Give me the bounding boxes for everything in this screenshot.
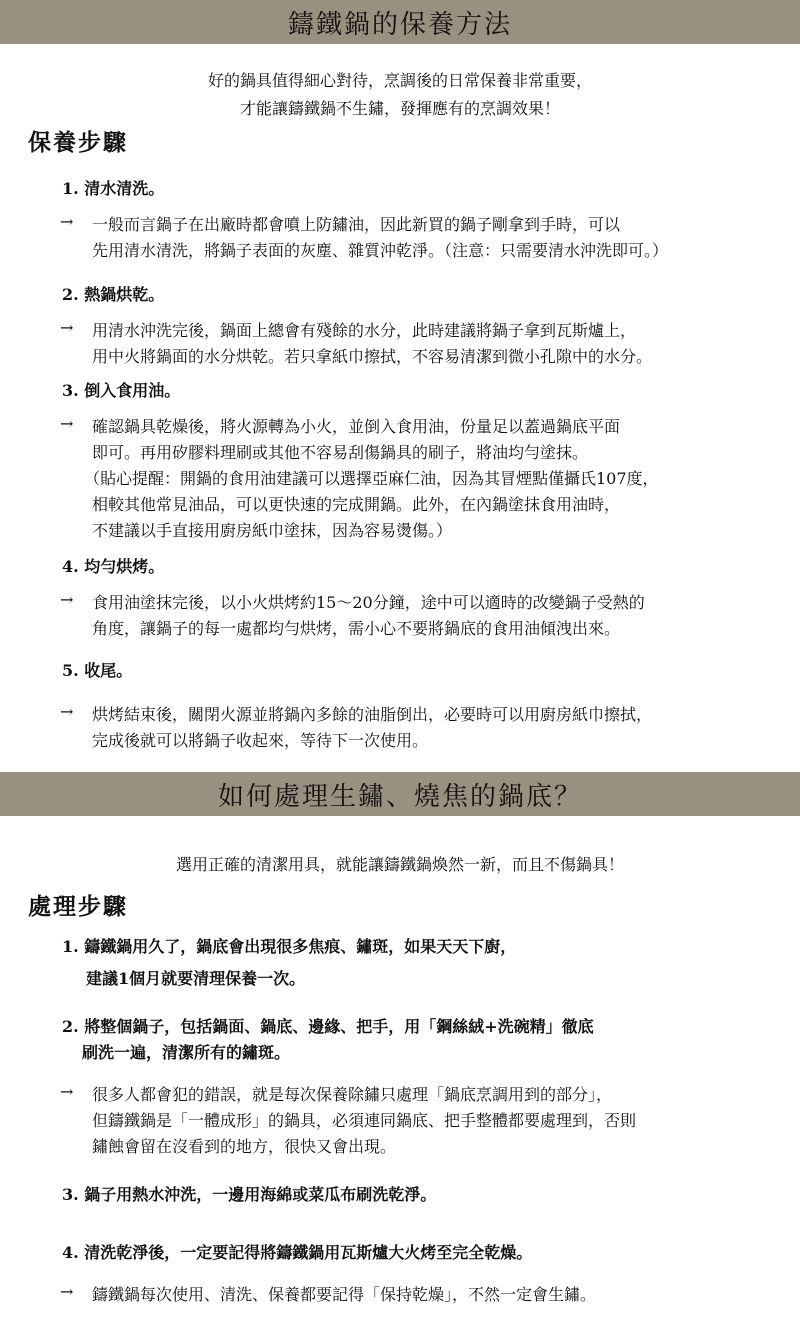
arrow-icon: → [60, 590, 74, 609]
step3-text-4: 相較其他常見油品，可以更快速的完成開鍋。此外，在內鍋塗抹食用油時， [92, 495, 621, 514]
step2-label: 2. 熱鍋烘乾。 [62, 285, 165, 304]
step5-text-2: 完成後就可以將鍋子收起來，等待下一次使用。 [92, 731, 429, 750]
section1-banner [0, 0, 800, 44]
arrow-icon: → [60, 414, 74, 433]
arrow-icon: → [60, 318, 74, 337]
section2-banner [0, 772, 800, 816]
clean-step4-note: 鑄鐵鍋每次使用、清洗、保養都要記得「保持乾燥」，不然一定會生鏽。 [92, 1285, 597, 1304]
arrow-icon: → [60, 212, 74, 231]
step3-text-3: （貼心提醒：開鍋的食用油建議可以選擇亞麻仁油，因為其冒煙點僅攝氏107度， [84, 469, 659, 488]
arrow-icon: → [60, 1282, 74, 1301]
step3-label: 3. 倒入食用油。 [62, 381, 181, 400]
clean-step2-line-2: 刷洗一遍，清潔所有的鏽斑。 [82, 1043, 291, 1062]
step5-text-1: 烘烤結束後，關閉火源並將鍋內多餘的油脂倒出，必要時可以用廚房紙巾擦拭， [92, 705, 653, 724]
step1-text-2: 先用清水清洗，將鍋子表面的灰塵、雜質沖乾淨。（注意：只需要清水沖洗即可。） [92, 241, 669, 260]
section1-intro-2: 才能讓鑄鐵鍋不生鏽，發揮應有的烹調效果！ [239, 99, 560, 118]
arrow-icon: → [60, 702, 74, 721]
clean-step1-line-2: 建議1個月就要清理保養一次。 [86, 969, 306, 988]
step3-text-5: 不建議以手直接用廚房紙巾塗抹，因為容易燙傷。） [92, 521, 453, 540]
step2-text-1: 用清水沖洗完後，鍋面上總會有殘餘的水分，此時建議將鍋子拿到瓦斯爐上， [92, 321, 637, 340]
clean-note-1: 很多人都會犯的錯誤，就是每次保養除鏽只處理「鍋底烹調用到的部分」， [92, 1085, 613, 1104]
section1-intro-1: 好的鍋具值得細心對待，烹調後的日常保養非常重要， [207, 71, 592, 90]
clean-step1-line-1: 1. 鑄鐵鍋用久了，鍋底會出現很多焦痕、鏽斑，如果天天下廚， [62, 937, 517, 956]
step4-text-2: 角度，讓鍋子的每一處都均勻烘烤，需小心不要將鍋底的食用油傾洩出來。 [92, 619, 621, 638]
step4-label: 4. 均勻烘烤。 [62, 557, 165, 576]
step3-text-2: 即可。再用矽膠料理刷或其他不容易刮傷鍋具的刷子，將油均勻塗抹。 [92, 443, 589, 462]
clean-step2-line-1: 2. 將整個鍋子，包括鍋面、鍋底、邊緣、把手，用「鋼絲絨+洗碗精」徹底 [62, 1017, 594, 1036]
clean-note-2: 但鑄鐵鍋是「一體成形」的鍋具，必須連同鍋底、把手整體都要處理到，否則 [92, 1111, 637, 1130]
clean-step4: 4. 清洗乾淨後，一定要記得將鑄鐵鍋用瓦斯爐大火烤至完全乾燥。 [62, 1243, 533, 1262]
section1-title: 鑄鐵鍋的保養方法 [287, 9, 512, 40]
section2-heading: 處理步驟 [28, 893, 128, 920]
section2-title: 如何處理生鏽、燒焦的鍋底？ [217, 781, 582, 812]
step1-label: 1. 清水清洗。 [62, 179, 165, 198]
section1-heading: 保養步驟 [28, 129, 128, 156]
step4-text-1: 食用油塗抹完後，以小火烘烤約15～20分鐘，途中可以適時的改變鍋子受熱的 [92, 593, 645, 612]
clean-note-3: 鏽蝕會留在沒看到的地方，很快又會出現。 [92, 1137, 397, 1156]
step2-text-2: 用中火將鍋面的水分烘乾。若只拿紙巾擦拭，不容易清潔到微小孔隙中的水分。 [92, 347, 653, 366]
step5-label: 5. 收尾。 [62, 661, 133, 680]
clean-step3: 3. 鍋子用熱水沖洗，一邊用海綿或菜瓜布刷洗乾淨。 [62, 1185, 437, 1204]
step1-text-1: 一般而言鍋子在出廠時都會噴上防鏽油，因此新買的鍋子剛拿到手時，可以 [92, 215, 621, 234]
step3-text-1: 確認鍋具乾燥後，將火源轉為小火，並倒入食用油，份量足以蓋過鍋底平面 [92, 417, 621, 436]
section2-intro: 選用正確的清潔用具，就能讓鑄鐵鍋煥然一新，而且不傷鍋具！ [175, 855, 624, 874]
arrow-icon: → [60, 1082, 74, 1101]
